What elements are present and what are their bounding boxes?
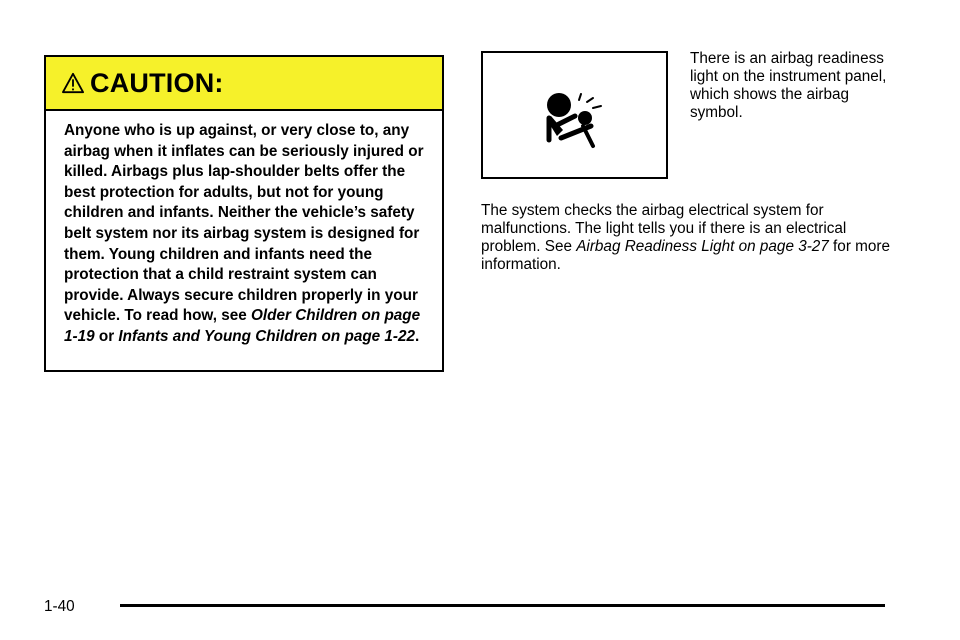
caution-text-part: Anyone who is up against, or very close to, any airbag when it inflates can be seriously injured or killed. Airbags plus lap-shoulder belts offer the best protection for adults, but not for young children and infants. Neither the vehicle’s safety belt system nor its airbag system is designed for them. Young children and infants need the protection that a child restraint system can provide. Always secure children properly in your vehicle. To read how, see xyxy=(64,122,424,325)
cross-reference-infants[interactable]: Infants and Young Children on page 1-22 xyxy=(118,327,416,345)
warning-triangle-icon xyxy=(62,72,84,94)
airbag-light-description: There is an airbag readiness light on the instrument panel, which shows the airbag symbol. xyxy=(690,50,887,121)
cross-reference-airbag-readiness-light[interactable]: Airbag Readiness Light on page 3-27 xyxy=(576,238,829,255)
caution-box xyxy=(44,55,444,372)
caution-title: CAUTION: xyxy=(90,67,224,98)
cross-reference-older-children[interactable]: Older Children on page 1-19 xyxy=(64,307,421,345)
caution-text-part: . xyxy=(415,327,420,345)
caution-text-part: or xyxy=(94,327,119,345)
paragraph-text-part: for more information. xyxy=(481,238,891,273)
footer-rule xyxy=(120,604,885,607)
page-number: 1-40 xyxy=(44,598,75,615)
paragraph-text-part: The system checks the airbag electrical system for malfunctions. The light tells you if there is an electrical problem. See xyxy=(481,202,847,255)
airbag-readiness-icon xyxy=(535,80,615,150)
caution-text xyxy=(46,111,442,348)
system-check-paragraph xyxy=(481,202,901,274)
airbag-symbol-frame xyxy=(481,51,668,179)
caution-header xyxy=(46,57,442,111)
